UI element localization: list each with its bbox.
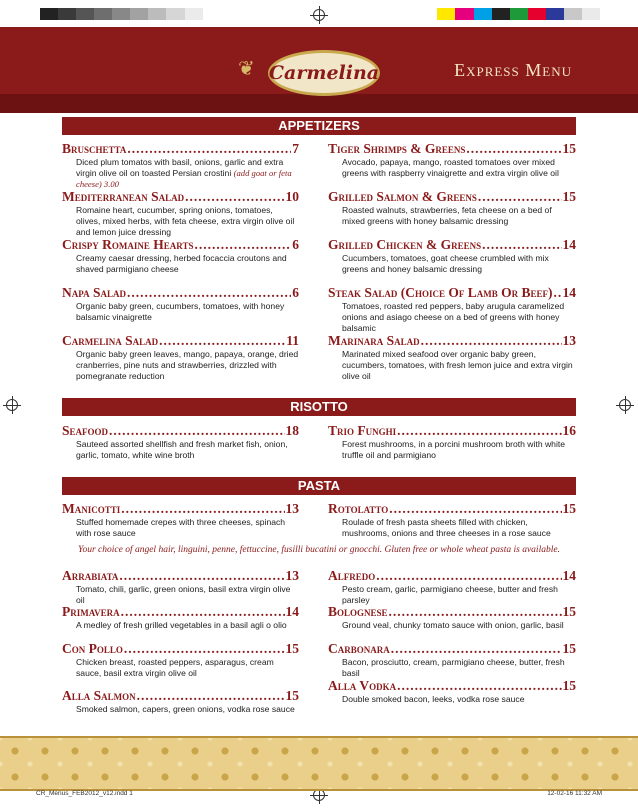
logo-text: Carmelina: [268, 62, 380, 84]
registration-mark-top: [313, 9, 325, 21]
item-price: 15: [562, 678, 576, 693]
item-price: 13: [285, 568, 299, 583]
slug-filename: CR_Menus_FEB2012_v12.indd 1: [36, 790, 133, 797]
color-swatch: [582, 8, 600, 20]
menu-item-steak-salad: [328, 285, 576, 334]
item-price: 15: [562, 604, 576, 619]
section-pasta: PASTA: [62, 477, 576, 495]
color-swatch: [275, 8, 293, 20]
item-desc: Roulade of fresh pasta sheets filled with chicken, mushrooms, onions and three cheeses in a rose sauce: [342, 517, 551, 538]
item-desc: Cucumbers, tomatoes, goat cheese crumbled with mix greens and honey balsamic dressing: [342, 253, 549, 274]
color-swatch: [419, 8, 437, 20]
item-desc: A medley of fresh grilled vegetables in a basil agli o olio: [76, 620, 287, 630]
item-name: Primavera: [62, 604, 120, 619]
color-swatch: [94, 8, 112, 20]
color-swatch: [293, 8, 311, 20]
item-name: Carmelina Salad: [62, 333, 159, 348]
color-swatch: [58, 8, 76, 20]
item-name: Mediterranean Salad: [62, 189, 185, 204]
menu-item-grilled-chicken: [328, 237, 576, 275]
color-swatch: [203, 8, 221, 20]
menu-item-alla-salmon: [62, 688, 299, 715]
menu-item-crispy-romaine-hearts: [62, 237, 299, 275]
color-swatch: [148, 8, 166, 20]
menu-item-arrabiata: [62, 568, 299, 606]
menu-item-primavera: [62, 604, 299, 631]
color-swatch: [528, 8, 546, 20]
item-name: Alla Salmon: [62, 688, 136, 703]
menu-item-tiger-shrimps: [328, 141, 576, 179]
color-swatch: [166, 8, 184, 20]
item-price: 13: [285, 501, 299, 516]
item-price: 7: [292, 141, 299, 156]
item-price: 15: [285, 641, 299, 656]
color-swatch: [221, 8, 239, 20]
item-price: 6: [292, 237, 299, 252]
color-swatch: [257, 8, 275, 20]
item-name: Marinara Salad: [328, 333, 420, 348]
item-name: Alla Vodka: [328, 678, 397, 693]
color-swatch: [492, 8, 510, 20]
menu-item-seafood: [62, 423, 299, 461]
item-price: 14: [562, 285, 576, 300]
color-swatch: [564, 8, 582, 20]
item-desc: Creamy caesar dressing, herbed focaccia croutons and shaved parmigiano cheese: [76, 253, 287, 274]
menu-item-marinara-salad: [328, 333, 576, 382]
slug-date: 12-02-16 11:32 AM: [547, 790, 602, 797]
item-desc: Romaine heart, cucumber, spring onions, tomatoes, olives, mixed herbs, with feta cheese, extra virgin olive oil and lemon juice dressing: [76, 205, 295, 237]
pasta-choice-note: Your choice of angel hair, linguini, penne, fettuccine, fusilli bucatini or gnocchi. Gluten free or whole wheat pasta is available.: [78, 545, 560, 555]
header-band: [0, 94, 638, 113]
item-desc: Stuffed homemade crepes with three cheeses, spinach with rose sauce: [76, 517, 286, 538]
item-name: Napa Salad: [62, 285, 126, 300]
logo: [268, 50, 380, 96]
menu-item-napa-salad: [62, 285, 299, 323]
item-name: Grilled Chicken & Greens: [328, 237, 482, 252]
item-price: 15: [285, 688, 299, 703]
section-appetizers: APPETIZERS: [62, 117, 576, 135]
item-note: (add goat or feta cheese) 3.00: [76, 168, 292, 189]
menu-item-alla-vodka: [328, 678, 576, 705]
menu-item-mediterranean-salad: [62, 189, 299, 238]
item-price: 15: [562, 189, 576, 204]
menu-item-manicotti: [62, 501, 299, 539]
item-desc: Pesto cream, garlic, parmigiano cheese, butter and fresh parsley: [342, 584, 558, 605]
menu-item-bolognese: [328, 604, 576, 631]
item-desc: Smoked salmon, capers, green onions, vodka rose sauce: [76, 704, 295, 714]
item-desc: Organic baby green leaves, mango, papaya, orange, dried cranberries, pine nuts and strawberries, drizzled with pomegranate reduction: [76, 349, 299, 381]
item-name: Crispy Romaine Hearts: [62, 237, 194, 252]
color-swatch: [546, 8, 564, 20]
item-name: Tiger Shrimps & Greens: [328, 141, 466, 156]
item-desc: Bacon, prosciutto, cream, parmigiano cheese, butter, fresh basil: [342, 657, 565, 678]
item-price: 15: [562, 501, 576, 516]
color-swatch: [130, 8, 148, 20]
item-price: 10: [285, 189, 299, 204]
color-swatch: [437, 8, 455, 20]
color-swatch: [329, 8, 347, 20]
item-desc: Diced plum tomatos with basil, onions, garlic and extra virgin olive oil on toasted Persian crostini: [76, 157, 284, 178]
item-desc: Marinated mixed seafood over organic baby green, cucumbers, tomatoes, with fresh lemon juice and extra virgin olive oil: [342, 349, 573, 381]
menu-item-grilled-salmon: [328, 189, 576, 227]
item-desc: Tomatoes, roasted red peppers, baby arugula caramelized onions and asiago cheese on a bed of greens with honey balsamic: [342, 301, 565, 333]
item-name: Grilled Salmon & Greens: [328, 189, 477, 204]
item-price: 13: [562, 333, 576, 348]
color-swatch: [455, 8, 473, 20]
menu-item-bruschetta: [62, 141, 299, 190]
item-price: 14: [562, 568, 576, 583]
registration-mark-left: [6, 399, 18, 411]
item-desc: Chicken breast, roasted peppers, asparagus, cream sauce, basil extra virgin olive oil: [76, 657, 274, 678]
menu-item-con-pollo: [62, 641, 299, 679]
item-name: Seafood: [62, 423, 109, 438]
item-desc: Forest mushrooms, in a porcini mushroom broth with white truffle oil and parmigiano: [342, 439, 566, 460]
color-swatch: [383, 8, 401, 20]
color-swatch: [76, 8, 94, 20]
color-swatch: [347, 8, 365, 20]
item-price: 18: [285, 423, 299, 438]
item-name: Trio Funghi: [328, 423, 397, 438]
item-price: 14: [285, 604, 299, 619]
menu-item-carbonara: [328, 641, 576, 679]
color-swatch: [185, 8, 203, 20]
item-price: 11: [286, 333, 299, 348]
color-swatch: [401, 8, 419, 20]
item-name: Steak Salad (Choice Of Lamb Or Beef): [328, 285, 553, 300]
grape-icon: ❦: [238, 58, 255, 80]
item-name: Bolognese: [328, 604, 388, 619]
item-desc: Ground veal, chunky tomato sauce with onion, garlic, basil: [342, 620, 564, 630]
item-name: Alfredo: [328, 568, 376, 583]
color-swatch: [365, 8, 383, 20]
color-swatch: [40, 8, 58, 20]
color-swatch: [474, 8, 492, 20]
item-desc: Roasted walnuts, strawberries, feta cheese on a bed of mixed greens with honey balsamic dressing: [342, 205, 552, 226]
item-name: Carbonara: [328, 641, 390, 656]
menu-item-alfredo: [328, 568, 576, 606]
color-swatch: [239, 8, 257, 20]
item-price: 16: [562, 423, 576, 438]
item-name: Arrabiata: [62, 568, 119, 583]
menu-item-carmelina-salad: [62, 333, 299, 382]
item-name: Con Pollo: [62, 641, 123, 656]
color-swatch: [112, 8, 130, 20]
registration-mark-right: [619, 399, 631, 411]
express-menu-title: Express Menu: [454, 60, 572, 80]
item-name: Rotolatto: [328, 501, 389, 516]
item-desc: Double smoked bacon, leeks, vodka rose sauce: [342, 694, 525, 704]
item-desc: Sauteed assorted shellfish and fresh market fish, onion, garlic, tomato, white wine broth: [76, 439, 288, 460]
item-desc: Tomato, chili, garlic, green onions, basil extra virgin olive oil: [76, 584, 291, 605]
item-price: 6: [292, 285, 299, 300]
item-desc: Avocado, papaya, mango, roasted tomatoes over mixed greens with raspberry vinaigrette and extra virgin olive oil: [342, 157, 559, 178]
section-risotto: RISOTTO: [62, 398, 576, 416]
item-price: 15: [562, 641, 576, 656]
item-price: 14: [562, 237, 576, 252]
menu-item-trio-funghi: [328, 423, 576, 461]
item-price: 15: [562, 141, 576, 156]
item-name: Bruschetta: [62, 141, 127, 156]
color-swatch: [510, 8, 528, 20]
menu-item-rotolatto: [328, 501, 576, 539]
item-desc: Organic baby green, cucumbers, tomatoes, with honey balsamic vinaigrette: [76, 301, 285, 322]
footer-ornament: [0, 738, 638, 790]
item-name: Manicotti: [62, 501, 121, 516]
